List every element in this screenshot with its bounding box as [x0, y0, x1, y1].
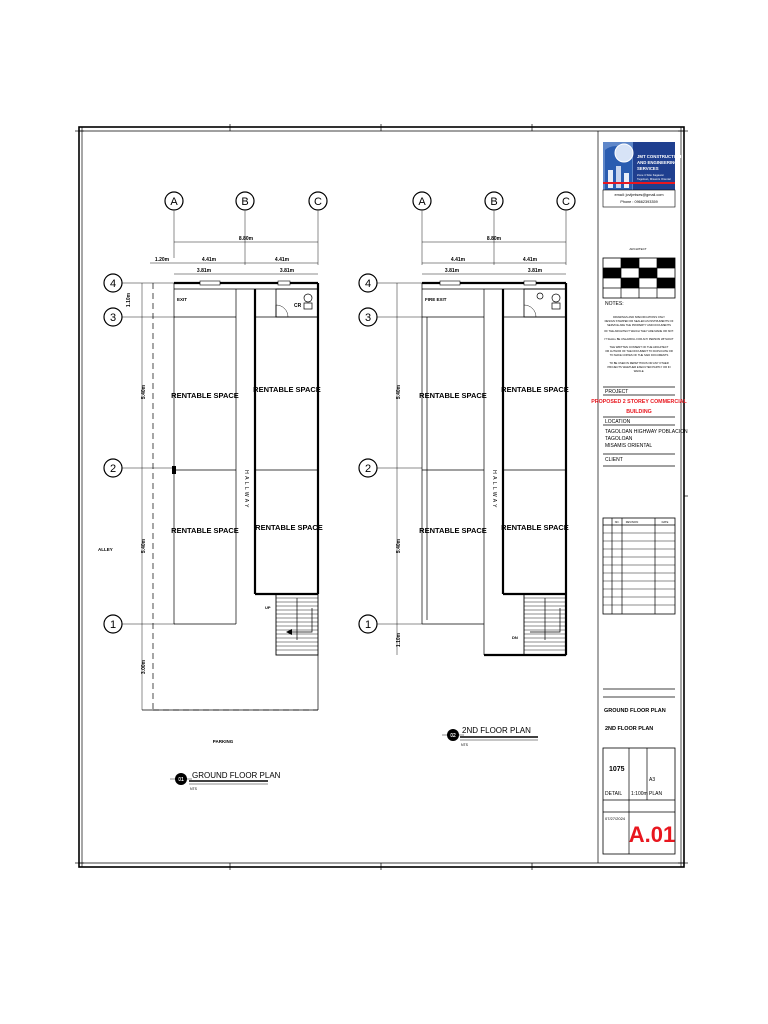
room-label: RENTABLE SPACE [255, 523, 323, 532]
svg-text:2: 2 [109, 463, 117, 475]
svg-text:SERVICES: SERVICES [637, 166, 659, 171]
svg-text:WHOLE.: WHOLE. [633, 370, 645, 373]
cr-label: CR [294, 303, 302, 309]
company-email: email: jcvtjmtses@gmail.com [614, 193, 664, 197]
sheet-info-grid [603, 748, 675, 854]
svg-text:01: 01 [178, 777, 184, 783]
room-label: RENTABLE SPACE [171, 391, 239, 400]
hallway-label: HALLWAY [243, 470, 249, 510]
comfort-room [276, 289, 318, 317]
notes-label: NOTES: [605, 301, 624, 307]
svg-text:02: 02 [450, 733, 456, 739]
svg-text:JMT CONSTRUCTION: JMT CONSTRUCTION [637, 154, 682, 159]
svg-text:3.00m: 3.00m [141, 659, 147, 675]
svg-text:2: 2 [364, 463, 372, 475]
svg-text:5.40m: 5.40m [396, 384, 402, 400]
stairs-second [512, 594, 566, 655]
svg-text:A: A [418, 196, 426, 208]
svg-text:AND ENGINEERING: AND ENGINEERING [637, 160, 678, 165]
comfort-room [524, 289, 566, 317]
svg-text:OF THE ARCHITECT WHICH THEY AR: OF THE ARCHITECT WHICH THEY ARE MADE OR NOT. [604, 330, 674, 333]
dimension-alley: 1.20m [154, 257, 170, 263]
plan-label: PLAN [649, 791, 663, 797]
svg-text:REVISION: REVISION [625, 521, 639, 524]
grid-label: B [241, 196, 249, 208]
svg-text:1: 1 [364, 619, 372, 631]
ground-floor-walls [172, 281, 318, 624]
svg-text:IT SHALL BE UNLAWFUL FOR ANY P: IT SHALL BE UNLAWFUL FOR ANY PERSON WITHOUT [604, 338, 674, 341]
grid-row-1 [359, 615, 422, 633]
dimension-overall: 8.80m [238, 236, 254, 242]
grid-row-1 [104, 615, 175, 633]
plan-title: GROUND FLOOR PLAN [192, 771, 281, 780]
grid-column-b [485, 192, 503, 265]
svg-text:THE WRITTEN CONSENT OF THE ARC: THE WRITTEN CONSENT OF THE ARCHITECT [609, 346, 669, 349]
room-label: RENTABLE SPACE [253, 385, 321, 394]
room-label: RENTABLE SPACE [171, 526, 239, 535]
dimension-left-bay: 4.41m [201, 257, 217, 263]
grid-label: C [314, 196, 322, 208]
svg-text:NO.: NO. [614, 521, 620, 524]
svg-text:Zone 4 Sitio Kagawat: Zone 4 Sitio Kagawat [637, 173, 664, 177]
parking-label: PARKING [212, 739, 234, 744]
location-line: TAGOLOAN [605, 436, 633, 442]
plan-title: 2ND FLOOR PLAN [462, 726, 531, 735]
svg-text:1.10m: 1.10m [126, 292, 132, 308]
dimension-chain-vertical [396, 283, 402, 655]
svg-text:3: 3 [109, 312, 117, 324]
grid-column-b [236, 192, 254, 265]
svg-text:4: 4 [364, 278, 372, 290]
svg-text:Tagoloan, Misamis Oriental: Tagoloan, Misamis Oriental [637, 177, 671, 181]
sheet-content: 2ND FLOOR PLAN [605, 726, 654, 732]
location-label: LOCATION [605, 419, 631, 425]
dimension-right-bay: 4.41m [274, 257, 290, 263]
svg-text:4: 4 [109, 278, 117, 290]
company-phone: Phone : 09662393359 [620, 200, 658, 204]
svg-text:TO MAKE COPIES OF THE SAID DOC: TO MAKE COPIES OF THE SAID DOCUMENTS [609, 354, 669, 357]
plan-scale: NTS [461, 743, 468, 747]
notes-text [604, 315, 674, 373]
hallway-label: HALLWAY [491, 470, 497, 510]
grid-row-3 [359, 308, 422, 326]
project-label: PROJECT [605, 389, 629, 395]
dimension-right-inner: 3.81m [279, 268, 295, 274]
alley-label: ALLEY [98, 547, 113, 552]
company-logo [603, 142, 681, 190]
grid-row-4 [359, 274, 422, 292]
dimension-chain-horizontal [150, 236, 318, 274]
architect-seal-grid [603, 258, 675, 298]
svg-text:TO BE USED IN REPETITIOUS OR A: TO BE USED IN REPETITIOUS OR ANY OTHER [609, 362, 669, 365]
location-line: MISAMIS ORIENTAL [605, 443, 653, 449]
svg-text:PROJECTS WHETHER EXECUTED PART: PROJECTS WHETHER EXECUTED PARTLY OR IN [607, 366, 671, 369]
room-label: RENTABLE SPACE [419, 526, 487, 535]
room-label: RENTABLE SPACE [501, 385, 569, 394]
fire-exit-label: FIRE EXIT [425, 297, 447, 302]
stair-down-label: DN [512, 635, 518, 640]
sheet-border [75, 124, 688, 870]
second-floor-walls [422, 281, 566, 655]
svg-text:4.41m: 4.41m [450, 257, 466, 263]
paper-size: A3 [649, 777, 656, 783]
grid-column-a [165, 192, 183, 258]
grid-row-2 [104, 459, 175, 477]
architect-label: ARCHITECT [629, 247, 647, 251]
svg-text:DRAWINGS AND SPECIFICATIONS ON: DRAWINGS AND SPECIFICATIONS ONLY [613, 316, 665, 319]
dimension-chain-vertical [126, 283, 147, 710]
stairs-ground [265, 594, 318, 655]
scale-value: 1:100m [631, 791, 648, 797]
client-label: CLIENT [605, 457, 623, 463]
ground-floor-title [170, 771, 281, 791]
svg-text:BUILDING: BUILDING [626, 409, 652, 415]
svg-text:B: B [490, 196, 498, 208]
svg-text:5.40m: 5.40m [141, 384, 147, 400]
plan-scale: NTS [190, 787, 197, 791]
date-value: 07/27/2024 [605, 816, 626, 821]
sheet-content: GROUND FLOOR PLAN [604, 708, 666, 714]
project-name: PROPOSED 2 STOREY COMMERCIAL [591, 399, 687, 405]
svg-text:4.41m: 4.41m [522, 257, 538, 263]
exit-label: EXIT [177, 297, 188, 302]
svg-text:DESIGN STAMPED OR SEALED AS IN: DESIGN STAMPED OR SEALED AS INSTRUMENTS OF [604, 320, 674, 323]
job-number: 1075 [609, 766, 625, 773]
svg-text:1: 1 [109, 619, 117, 631]
grid-row-2 [359, 459, 422, 477]
title-block [591, 131, 688, 863]
grid-column-a [413, 192, 431, 265]
svg-text:5.40m: 5.40m [396, 538, 402, 554]
svg-text:3.81m: 3.81m [527, 268, 543, 274]
room-label: RENTABLE SPACE [501, 523, 569, 532]
grid-row-4 [104, 274, 175, 292]
revision-table [603, 518, 675, 614]
svg-text:SERVICE ARE THE PROPERTY AND D: SERVICE ARE THE PROPERTY AND DOCUMENTS [607, 324, 671, 327]
svg-text:5.40m: 5.40m [141, 538, 147, 554]
svg-text:3.81m: 3.81m [444, 268, 460, 274]
svg-text:3: 3 [364, 312, 372, 324]
grid-column-c [309, 192, 327, 265]
grid-column-c [557, 192, 575, 265]
location-line: TAGOLOAN HIGHWAY POBLACION [605, 429, 688, 435]
svg-text:8.80m: 8.80m [486, 236, 502, 242]
sheet-number: A.01 [628, 822, 676, 847]
ground-floor-plan [98, 192, 327, 791]
stair-up-label: UP [265, 605, 271, 610]
second-floor-plan [359, 192, 575, 747]
svg-text:1.10m: 1.10m [396, 632, 402, 648]
svg-text:C: C [562, 196, 570, 208]
grid-row-3 [104, 308, 175, 326]
svg-text:DATE: DATE [661, 521, 669, 524]
dimension-left-inner: 3.81m [196, 268, 212, 274]
detail-label: DETAIL [605, 791, 623, 797]
second-floor-title [442, 726, 538, 747]
svg-text:OR AUTHOR OF THE DOCUMENT TO D: OR AUTHOR OF THE DOCUMENT TO DUPLICATE OR [605, 350, 673, 353]
grid-label: A [170, 196, 178, 208]
room-label: RENTABLE SPACE [419, 391, 487, 400]
